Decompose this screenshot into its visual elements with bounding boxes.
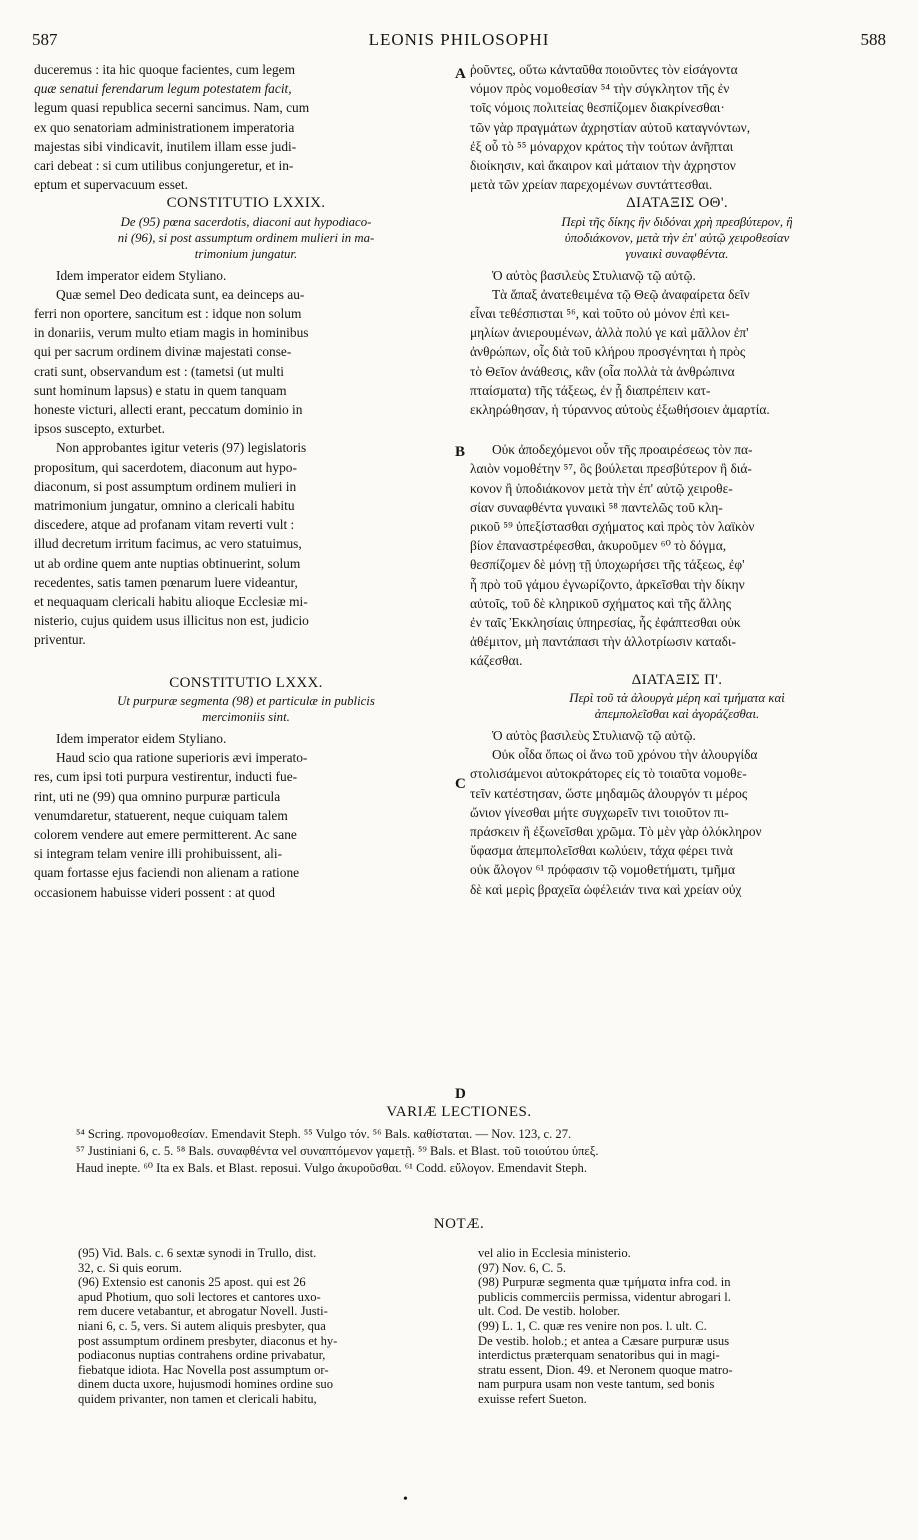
text-line: eptum et supervacuum esset.: [34, 177, 188, 193]
text-line: πταίσματα) τῆς τάξεως, ἐν ᾗ διαπρέπειν κατ-: [470, 382, 711, 398]
note-line: rem ducere vetabantur, et abrogatur Novell. Justi-: [78, 1304, 328, 1319]
text-line: κάζεσθαι.: [470, 653, 523, 669]
text-line: μηλίων ἀνιερουμένων, ἀλλὰ πολύ γε καὶ μᾶλλον ἐπ': [470, 325, 749, 341]
text-line: ex quo senatoriam administrationem imperatoria: [34, 119, 295, 135]
text-line: ὤνιον γίνεσθαι μήτε συγχωρεῖν τινι τοιοῦτον πι-: [470, 804, 729, 820]
text-line: μετὰ τῶν χρείαν παρεχομένων συντάττεσθαι.: [470, 177, 713, 193]
text-line: discedere, atque ad profanam vitam reverti vult :: [34, 517, 295, 533]
text-line: σίαν συναφθέντα γυναικὶ ⁵⁸ παντελῶς τοῦ κλη-: [470, 499, 723, 515]
note-line: exuisse refert Sueton.: [478, 1391, 587, 1406]
text-line: Οὐκ ἀποδεχόμενοι οὖν τῆς προαιρέσεως τὸν πα-: [492, 442, 753, 458]
text-line: ὕφασμα ἀπεμπολεῖσθαι κωλύειν, τάχα φέρει τινὰ: [470, 843, 733, 859]
text-line: res, cum ipsi toti purpura vestirentur, inducti fue-: [34, 769, 298, 785]
text-line: βίον ἐπαναστρέφεσθαι, ἀκυροῦμεν ⁶⁰ τὸ δόγμα,: [470, 538, 727, 554]
constitution-80-subtitle: [34, 693, 458, 725]
note-line: post assumptum ordinem presbyter, diaconus et hy-: [78, 1333, 338, 1348]
text-line: τῶν γὰρ πραγμάτων ἀχρηστίαν αὐτοῦ καταγνόντων,: [470, 119, 751, 135]
text-line: ρικοῦ ⁵⁹ ὑπεξίστασθαι σχήματος καὶ πρὸς τὸν λαϊκὸν: [470, 519, 755, 535]
variant-line: Haud inepte. ⁶⁰ Ita ex Bals. et Blast. reposui. Vulgo ἀκυροῦσθαι. ⁶¹ Codd. εὔλογον. Emendavit Steph.: [76, 1161, 587, 1175]
text-line: εκληρώθησαν, ἡ τύραννος αὐτοὺς ἐξωθήσοιεν ἁμαρτία.: [470, 402, 770, 418]
addressee: Ὁ αὐτὸς βασιλεὺς Στυλιανῷ τῷ αὐτῷ.: [492, 267, 696, 283]
margin-marker-b: B: [455, 444, 466, 460]
note-line: interdictus præterquam senatoribus qui in magi-: [478, 1348, 720, 1363]
note-line: (96) Extensio est canonis 25 apost. qui est 26: [78, 1275, 306, 1290]
paragraph: [470, 440, 884, 670]
text-line: τὸ Θεῖον ἀνάθεσις, κἂν (οἷα πολλὰ τὰ ἀνθρώπινα: [470, 363, 735, 379]
subtitle-line: trimonium jungatur.: [194, 246, 298, 261]
constitution-80-title: CONSTITUTIO LXXX.: [169, 674, 323, 691]
latin-column: [34, 60, 458, 902]
text-line: ἀνθρώπων, οἷς διὰ τοῦ κλήρου προσγένηται ἡ πρὸς: [470, 344, 746, 360]
text-line: quam fortasse ejus faciendi non alienam a ratione: [34, 865, 300, 881]
text-line: τεῖν κατέστησαν, ὥστε μηδαμῶς ἀλουργόν τι μέρος: [470, 785, 748, 801]
text-line: colorem vendere aut emere permitterent. Ac sane: [34, 826, 297, 842]
variant-line: ⁵⁷ Justiniani 6, c. 5. ⁵⁸ Bals. συναφθέντα vel συναπτόμενον γαμετῇ. ⁵⁹ Bals. et Blast. τοῦ τοιούτου ὑπεξ.: [76, 1144, 599, 1158]
note-line: nam purpura usam non veste tantum, sed bonis: [478, 1377, 715, 1392]
text-line: priventur.: [34, 632, 86, 648]
subtitle-line: De (95) pœna sacerdotis, diaconi aut hypodiaco-: [120, 214, 372, 229]
text-line: θεσπίζομεν δὲ μόνῃ τῇ ὑποχωρήσει τῆς τάξεως, ἐφ': [470, 557, 745, 573]
greek-column: [470, 60, 884, 899]
text-line: ut ab ordine quem ante nuptias obtinuerint, solum: [34, 555, 301, 571]
paragraph: [470, 285, 884, 419]
text-line: diaconum, si post assumptum ordinem mulieri in: [34, 478, 297, 494]
text-line: κονον ἢ ὑποδιάκονον μετὰ τὴν ἐπ' αὐτῷ χειροθε-: [470, 480, 733, 496]
text-line: rint, uti ne (99) qua omnino purpuræ particula: [34, 788, 281, 804]
note-line: (95) Vid. Bals. c. 6 sextæ synodi in Trullo, dist.: [78, 1246, 317, 1260]
text-line: duceremus : ita hic quoque facientes, cum legem: [34, 62, 296, 77]
text-line: δὲ καὶ μερὶς βραχεῖα ὠφέλειάν τινα καὶ χρείαν οὐχ: [470, 881, 742, 897]
note-line: podiaconus nuptias contrahens ordine privabatur,: [78, 1348, 326, 1363]
note-line: stratu essent, Dion. 49. et Neronem quoque matro-: [478, 1362, 733, 1377]
text-line: ἧ πρὸ τοῦ γάμου ἐγνωρίζοντο, ἀρκεῖσθαι τὴν δίκην: [470, 576, 745, 592]
addressee: Idem imperator eidem Styliano.: [56, 730, 227, 746]
subtitle-line: γυναικὶ συναφθέντα.: [625, 246, 729, 261]
text-line: honeste victuri, allecti erant, peccatum dominio in: [34, 402, 303, 418]
note-line: publicis commerciis permissa, videntur abrogari l.: [478, 1289, 731, 1304]
constitution-79-subtitle: [34, 214, 458, 262]
note-line: ult. Cod. De vestib. holober.: [478, 1304, 621, 1319]
text-line: quæ senatui ferendarum legum potestatem facit,: [34, 81, 292, 97]
note-line: De vestib. holob.; et antea a Cæsare purpuræ usus: [478, 1333, 730, 1348]
text-line: εἶναι τεθέσπισται ⁵⁶, καὶ τοῦτο οὐ μόνον ἐπὶ κει-: [470, 306, 730, 322]
text-line: in donariis, verum multo etiam magis in hominibus: [34, 325, 309, 341]
notes-right-column: [478, 1246, 888, 1407]
text-line: στολισάμενοι αὐτοκράτορες εἰς τὸ τοιαῦτα νομοθε-: [470, 766, 747, 782]
diataxis-79-title: ΔΙΑΤΑΞΙΣ ΟΘ'.: [626, 195, 728, 212]
subtitle-line: Περὶ τοῦ τὰ ἀλουργὰ μέρη καὶ τμήματα καὶ: [569, 690, 785, 705]
notes-left-column: [78, 1246, 448, 1407]
note-line: niani 6, c. 5, vers. Si autem aliquis presbyter, qua: [78, 1318, 326, 1333]
text-line: crati sunt, observandum est : (tametsi (ut multi: [34, 363, 284, 379]
variae-lectiones-heading: VARIÆ LECTIONES.: [386, 1104, 532, 1120]
text-line: nisterio, cujus quidem usus illicitus non est, judicio: [34, 613, 309, 629]
text-line: venumdaretur, statuerent, neque cuiquam talem: [34, 807, 288, 823]
print-speck: •: [403, 1492, 408, 1507]
text-line: occasionem habuisse videri possent : at quod: [34, 884, 275, 900]
running-title: LEONIS PHILOSOPHI: [368, 30, 550, 49]
right-page-number: 588: [860, 30, 886, 49]
text-line: illud decretum irritum facimus, ac vero statuimus,: [34, 536, 302, 552]
text-line: et nequaquam clericali habitu alioque Ecclesiæ mi-: [34, 594, 308, 610]
note-line: vel alio in Ecclesia ministerio.: [478, 1246, 631, 1260]
text-line: νόμον πρὸς νομοθεσίαν ⁵⁴ τὴν σύγκλητον τῆς ἐν: [470, 81, 730, 97]
left-page-number: 587: [32, 30, 58, 49]
text-line: si integram telam venire illi prohibuissent, ali-: [34, 846, 283, 862]
margin-marker-d: D: [455, 1086, 466, 1102]
note-line: dinem ducta uxore, hujusmodi homines ordine suo: [78, 1377, 333, 1392]
notae-heading: NOTÆ.: [433, 1216, 485, 1232]
text-line: Non approbantes igitur veteris (97) legislatoris: [56, 440, 307, 456]
note-line: (98) Purpuræ segmenta quæ τμήματα infra cod. in: [478, 1275, 731, 1290]
note-line: fiebatque idiota. Hac Novella post assumptum or-: [78, 1362, 329, 1377]
text-line: recedentes, satis tamen pœnarum luere videantur,: [34, 574, 298, 590]
addressee: Ὁ αὐτὸς βασιλεὺς Στυλιανῷ τῷ αὐτῷ.: [492, 727, 696, 743]
paragraph: [34, 438, 458, 649]
paragraph: [470, 745, 884, 899]
text-line: qui per sacrum ordinem divinæ majestati conse-: [34, 344, 292, 360]
subtitle-line: Ut purpuræ segmenta (98) et particulæ in publicis: [117, 693, 375, 708]
text-line: cari debeat : si cum utilibus conjungeretur, et in-: [34, 158, 294, 174]
latin-intro: [34, 60, 458, 194]
text-line: διοίκησιν, καὶ ἄκαιρον καὶ μάταιον τὴν ἀχρηστον: [470, 158, 736, 174]
addressee: Idem imperator eidem Styliano.: [56, 267, 227, 283]
note-line: (97) Nov. 6, C. 5.: [478, 1260, 567, 1275]
text-line: πράσκειν ἢ ἐξωνεῖσθαι χρῶμα. Τὸ μὲν γὰρ ὁλόκληρον: [470, 823, 762, 839]
diataxis-80-title: ΔΙΑΤΑΞΙΣ Π'.: [631, 671, 723, 688]
text-line: οὐκ ἄλογον ⁶¹ πρόφασιν τῷ νομοθετήματι, τμῆμα: [470, 862, 735, 878]
subtitle-line: ὑποδιάκονον, μετὰ τὴν ἐπ' αὐτῷ χειροθεσίαν: [564, 230, 790, 245]
subtitle-line: mercimoniis sint.: [202, 709, 290, 724]
note-line: (99) L. 1, C. quæ res venire non pos. l. ult. C.: [478, 1318, 707, 1333]
text-line: Οὐκ οἶδα ὅπως οἱ ἄνω τοῦ χρόνου τὴν ἀλουργίδα: [492, 747, 758, 763]
text-line: propositum, qui sacerdotem, diaconum aut hypo-: [34, 459, 297, 475]
margin-marker-c: C: [455, 776, 466, 792]
text-line: legum quasi republica secerni sancimus. Nam, cum: [34, 100, 310, 116]
text-line: sunt hominum lapsus) e statu in quem tanquam: [34, 382, 287, 398]
text-line: τοῖς νόμοις πολιτείας θεσπίζομεν διακρίνεσθαι·: [470, 100, 725, 116]
text-line: ῥοῦντες, οὕτω κἀνταῦθα ποιοῦντες τὸν εἰσάγοντα: [470, 62, 738, 77]
note-line: 32, c. Si quis eorum.: [78, 1260, 182, 1275]
variant-line: ⁵⁴ Scring. προνομοθεσίαν. Emendavit Steph. ⁵⁵ Vulgo τόν. ⁵⁶ Bals. καθίσταται. — Nov. 123, c. 27.: [76, 1127, 572, 1141]
subtitle-line: ni (96), si post assumptum ordinem mulieri in ma-: [117, 230, 375, 245]
greek-intro: [470, 60, 884, 194]
text-line: λαιὸν νομοθέτην ⁵⁷, ὃς βούλεται πρεσβύτερον ἢ διά-: [470, 461, 752, 477]
diataxis-80-subtitle: [470, 690, 884, 722]
text-line: Τὰ ἅπαξ ἀνατεθειμένα τῷ Θεῷ ἀναφαίρετα δεῖν: [492, 286, 750, 302]
margin-marker-a: A: [455, 66, 466, 82]
subtitle-line: ἀπεμπολεῖσθαι καὶ ἀγοράζεσθαι.: [594, 706, 760, 721]
diataxis-79-subtitle: [470, 214, 884, 262]
text-line: ἐν ταῖς Ἐκκλησίαις ὑπηρεσίας, ἧς ἐφάπτεσθαι οὐκ: [470, 615, 741, 631]
paragraph: [34, 748, 458, 902]
text-line: ferri non oportere, sancitum est : idque non solum: [34, 306, 302, 322]
text-line: αὐτοῖς, τοῦ δὲ κληρικοῦ σχήματος καὶ τῆς ἄλλης: [470, 595, 732, 611]
note-line: quidem privanter, non tamen et clericali habitu,: [78, 1391, 317, 1406]
text-line: Haud scio qua ratione superioris ævi imperato-: [56, 750, 308, 766]
text-line: ἀθέμιτον, μὴ παντάπασι τὴν ἀλλοτρίωσιν καταδι-: [470, 634, 736, 650]
text-line: ipsos suscepto, exturbet.: [34, 421, 165, 437]
constitution-79-title: CONSTITUTIO LXXIX.: [166, 195, 326, 212]
paragraph: [34, 285, 458, 439]
text-line: matrimonium jungatur, omnino a clericali habitu: [34, 498, 295, 514]
text-line: majestas sibi vindicavit, inutilem illam esse judi-: [34, 138, 297, 154]
subtitle-line: Περὶ τῆς δίκης ἣν διδόναι χρὴ πρεσβύτερον, ἢ: [561, 214, 793, 229]
text-line: ἐξ οὗ τὸ ⁵⁵ μόναρχον κράτος τὴν τούτων ἀνῆπται: [470, 138, 734, 154]
page-header: [32, 30, 886, 56]
variae-lectiones-body: [76, 1126, 888, 1177]
note-line: apud Photium, quo soli lectores et cantores uxo-: [78, 1289, 321, 1304]
text-line: Quæ semel Deo dedicata sunt, ea deinceps au-: [56, 286, 305, 302]
